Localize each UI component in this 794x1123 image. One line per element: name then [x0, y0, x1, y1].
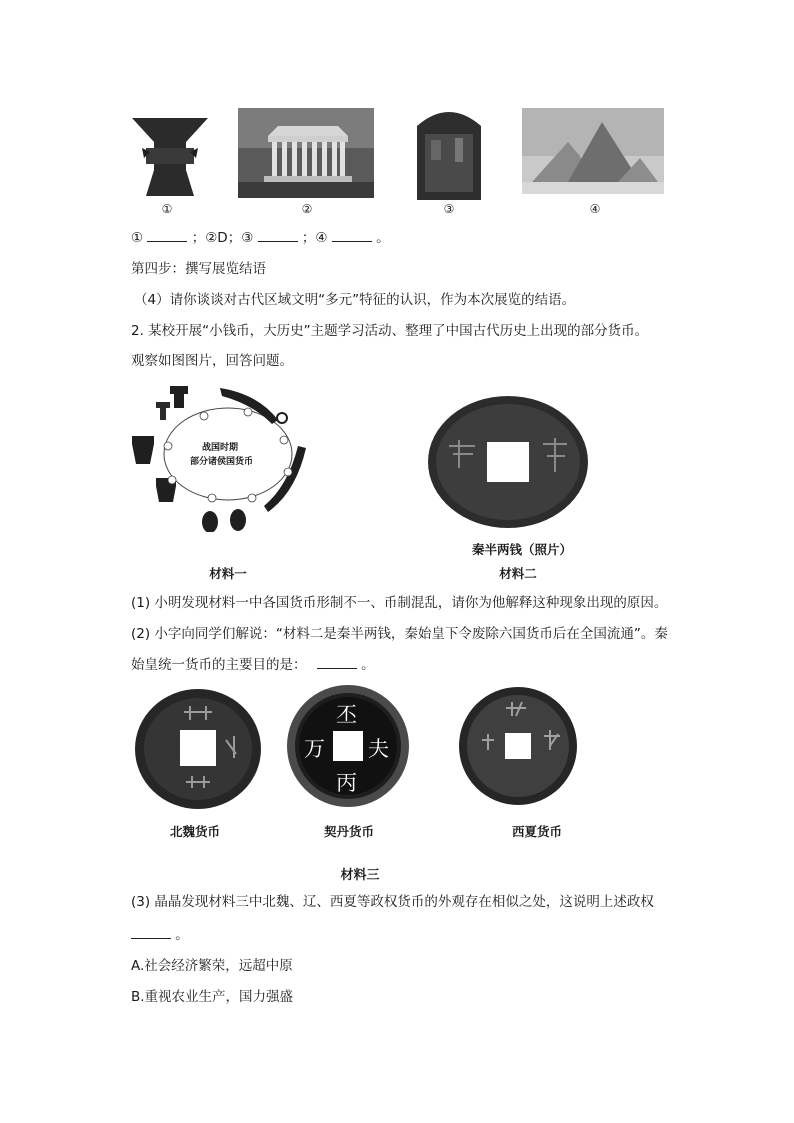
question-2-3-line1: (3) 晶晶发现材料三中北魏、辽、西夏等政权货币的外观存在相似之处，这说明上述政权: [131, 894, 654, 910]
answer-text-1: ①: [131, 230, 144, 246]
q2-3-answer-blank[interactable]: [131, 926, 171, 939]
image-caption-3: ③: [443, 202, 455, 216]
question-2-2-line2: [131, 656, 375, 674]
question-4: （4）请你谈谈对古代区域文明“多元”特征的认识，作为本次展览的结语。: [134, 292, 576, 308]
material2-photo-caption: 秦半两钱（照片）: [471, 542, 572, 557]
question-2-1: (1) 小明发现材料一中各国货币形制不一、币制混乱，请你为他解释这种现象出现的原因。: [131, 595, 668, 611]
bronze-vessel-image: [128, 112, 212, 198]
material3-label-western-xia: 西夏货币: [511, 824, 562, 839]
material1-diagram: [128, 382, 324, 532]
q2-2-answer-blank[interactable]: [317, 656, 357, 669]
khitan-coin: [286, 683, 410, 809]
material2-caption: 材料二: [499, 566, 537, 581]
khitan-char-bottom: 丙: [336, 771, 357, 795]
question-2-3-line2: [131, 926, 189, 944]
option-b[interactable]: B.重视农业生产，国力强盛: [131, 989, 294, 1005]
parthenon-image: [238, 108, 374, 198]
material1-center-line1: 战国时期: [202, 443, 239, 453]
question-2-intro-line1: 2. 某校开展“小钱币，大历史”主题学习活动、整理了中国古代历史上出现的部分货币。: [131, 323, 649, 339]
pyramids-image: [522, 108, 664, 194]
answer-blank-3[interactable]: [258, 229, 298, 242]
answer-text-3: ；④: [301, 230, 328, 246]
question-2-2-line1: (2) 小字向同学们解说：“材料二是秦半两钱，秦始皇下令废除六国货币后在全国流通”。秦: [131, 626, 668, 642]
khitan-char-top: 丕: [336, 703, 357, 727]
khitan-char-right: 夫: [368, 737, 389, 761]
question-2-intro-line2: 观察如图图片，回答问题。: [131, 353, 293, 369]
material3-label-northern-wei: 北魏货币: [169, 824, 220, 839]
q2-2-period: 。: [361, 657, 375, 673]
answer-blank-4[interactable]: [332, 229, 372, 242]
khitan-char-left: 万: [304, 737, 325, 761]
step4-heading: 第四步：撰写展览结语: [131, 261, 266, 277]
option-a[interactable]: A.社会经济繁荣，远超中原: [131, 958, 293, 974]
material3-label-khitan: 契丹货币: [323, 824, 374, 839]
western-xia-coin: [458, 686, 578, 806]
q1-answer-line: [131, 229, 390, 247]
q2-2-prompt: 始皇统一货币的主要目的是：: [131, 657, 307, 673]
q2-3-period: 。: [175, 927, 189, 943]
qin-banliang-coin: [427, 394, 589, 530]
material3-caption: 材料三: [340, 868, 380, 883]
answer-text-4: 。: [376, 230, 390, 246]
material1-center-line2: 部分诸侯国货币: [190, 457, 254, 467]
image-caption-1: ①: [161, 202, 173, 216]
stele-image: [411, 104, 487, 200]
image-caption-4: ④: [589, 202, 601, 216]
material1-caption: 材料一: [209, 566, 247, 581]
answer-text-2: ；②D；③: [191, 230, 254, 246]
northern-wei-coin: [134, 688, 262, 810]
answer-blank-1[interactable]: [147, 229, 187, 242]
image-caption-2: ②: [301, 202, 313, 216]
